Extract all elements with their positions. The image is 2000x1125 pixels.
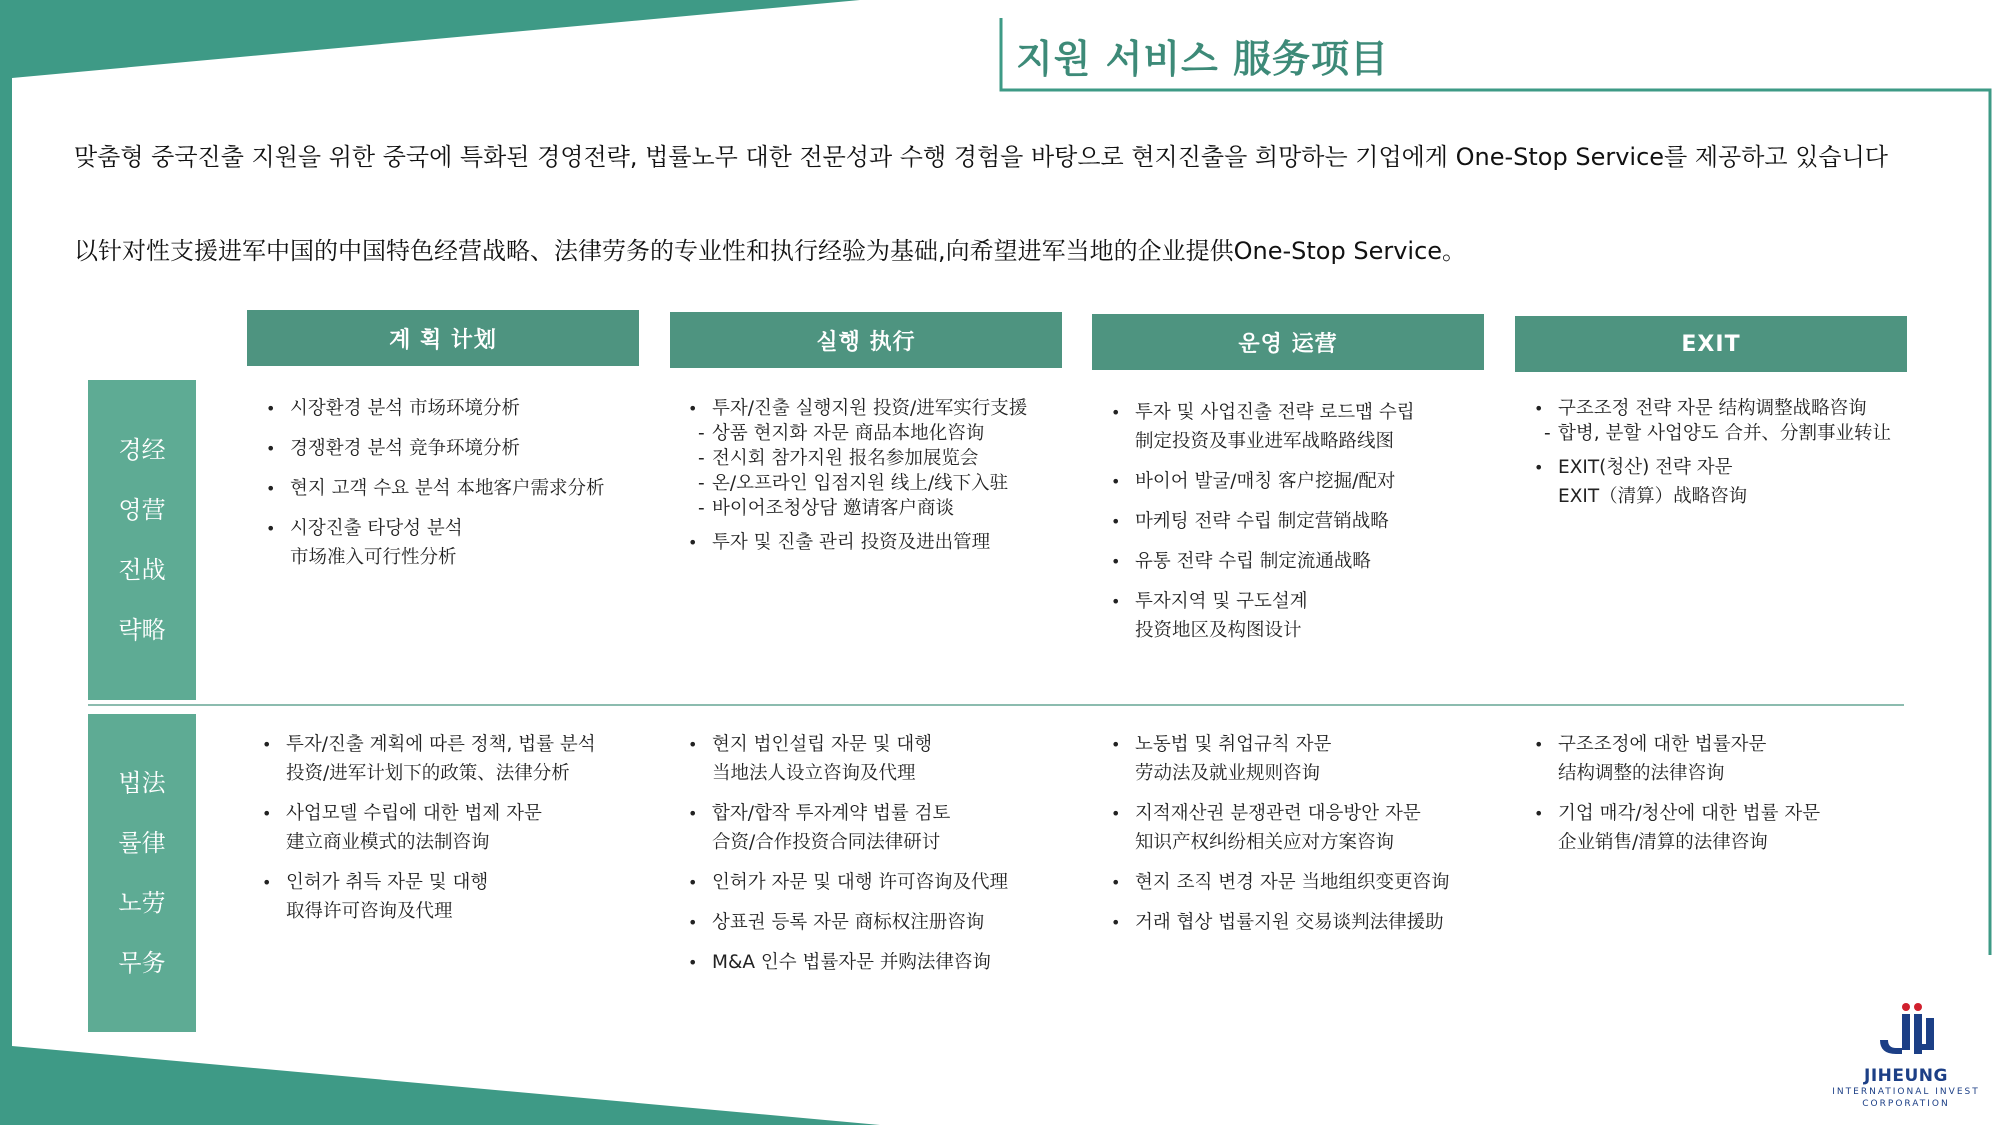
service-item-line: • 현지 고객 수요 분석 本地客户需求分析 bbox=[290, 478, 605, 499]
row-label-management-strategy bbox=[88, 380, 196, 700]
service-item-line: 当地法人设立咨询及代理 bbox=[712, 763, 916, 784]
service-item-line: - 바이어조청상담 邀请客户商谈 bbox=[712, 498, 954, 519]
service-item bbox=[1103, 868, 1503, 897]
service-item bbox=[680, 868, 1080, 897]
row-label-char: 무务 bbox=[118, 949, 166, 977]
service-item-line: • 경쟁환경 분석 竞争环境分析 bbox=[290, 438, 520, 459]
service-item-line: • 인허가 취득 자문 및 대행 bbox=[286, 872, 489, 893]
service-list bbox=[680, 730, 1080, 977]
cell-strategy-exit bbox=[1526, 394, 1926, 522]
service-item-line: 合资/合作投资合同法律研讨 bbox=[712, 832, 941, 853]
cell-legal-operate bbox=[1103, 730, 1503, 948]
service-item-line: 市场准入可行性分析 bbox=[290, 547, 457, 568]
cell-strategy-plan bbox=[258, 394, 658, 583]
service-item bbox=[1103, 908, 1503, 937]
service-item-line: 企业销售/清算的法律咨询 bbox=[1558, 832, 1768, 853]
intro-korean: 맞춤형 중국진출 지원을 위한 중국에 특화된 경영전략, 법률노무 대한 전문성과 수행 경험을 바탕으로 현지진출을 희망하는 기업에게 One-Stop Service를 제공하고 있습니다 bbox=[74, 143, 1888, 171]
service-item-line: - 합병, 분할 사업양도 合并、分割事业转让 bbox=[1558, 423, 1891, 444]
row-label-char: 법法 bbox=[118, 769, 166, 797]
cell-strategy-operate bbox=[1103, 398, 1503, 656]
column-header-execute: 실행 执行 bbox=[670, 312, 1062, 368]
service-item-line: 知识产权纠纷相关应对方案咨询 bbox=[1135, 832, 1395, 853]
service-item bbox=[1526, 453, 1926, 511]
service-item-line: • 인허가 자문 및 대행 许可咨询及代理 bbox=[712, 872, 1008, 893]
service-item-line: • 상표권 등록 자문 商标权注册咨询 bbox=[712, 912, 985, 933]
service-item bbox=[258, 394, 658, 423]
service-item-line: • 투자 및 사업진출 전략 로드맵 수립 bbox=[1135, 402, 1415, 423]
service-item bbox=[1103, 730, 1503, 788]
service-item bbox=[680, 799, 1080, 857]
service-item-line: • 시장환경 분석 市场环境分析 bbox=[290, 398, 520, 419]
service-list bbox=[680, 394, 1080, 557]
service-item-line: - 온/오프라인 입점지원 线上/线下入驻 bbox=[712, 473, 1009, 494]
column-header-operate: 운영 运营 bbox=[1092, 314, 1484, 370]
service-item-line: EXIT（清算）战略咨询 bbox=[1558, 486, 1748, 507]
service-item bbox=[258, 434, 658, 463]
service-item bbox=[1526, 730, 1926, 788]
row-label-char: 경经 bbox=[118, 436, 166, 464]
service-item bbox=[1103, 507, 1503, 536]
service-item-line: • 투자지역 및 구도설계 bbox=[1135, 591, 1308, 612]
row-label-char: 영营 bbox=[118, 496, 166, 524]
service-item bbox=[1103, 398, 1503, 456]
service-item bbox=[258, 514, 658, 572]
service-item-line: • 투자 및 진출 관리 投资及进出管理 bbox=[712, 532, 991, 553]
service-list bbox=[254, 730, 654, 926]
service-item-line: • 지적재산권 분쟁관련 대응방안 자문 bbox=[1135, 803, 1421, 824]
logo-name: JIHEUNG bbox=[1864, 1066, 1948, 1086]
service-item bbox=[680, 908, 1080, 937]
cell-strategy-execute bbox=[680, 394, 1080, 568]
row-divider bbox=[88, 704, 1904, 706]
service-list bbox=[1103, 398, 1503, 645]
service-list bbox=[1103, 730, 1503, 937]
column-header-plan: 계 획 计划 bbox=[247, 310, 639, 366]
service-item-line: • 거래 협상 법률지원 交易谈判法律援助 bbox=[1135, 912, 1444, 933]
service-item-line: • 유통 전략 수립 制定流通战略 bbox=[1135, 551, 1371, 572]
cell-legal-execute bbox=[680, 730, 1080, 988]
service-item-line: • 현지 조직 변경 자문 当地组织变更咨询 bbox=[1135, 872, 1450, 893]
service-item bbox=[1103, 467, 1503, 496]
service-list bbox=[1526, 394, 1926, 511]
row-label-char: 전战 bbox=[118, 556, 166, 584]
row-label-char: 략略 bbox=[118, 616, 166, 644]
service-item-line: • 구조조정에 대한 법률자문 bbox=[1558, 734, 1767, 755]
service-list bbox=[258, 394, 658, 572]
cell-legal-plan bbox=[254, 730, 654, 937]
service-item-line: - 상품 현지화 자문 商品本地化咨询 bbox=[712, 423, 985, 444]
service-item-line: • EXIT(청산) 전략 자문 bbox=[1558, 457, 1733, 478]
service-item bbox=[1103, 547, 1503, 576]
service-subitem bbox=[1526, 419, 1926, 448]
column-header-exit: EXIT bbox=[1515, 316, 1907, 372]
service-item-line: 取得许可咨询及代理 bbox=[286, 901, 453, 922]
service-item bbox=[1103, 587, 1503, 645]
service-item-line: 结构调整的法律咨询 bbox=[1558, 763, 1725, 784]
service-item bbox=[1526, 799, 1926, 857]
service-item-line: 投资/进军计划下的政策、法律分析 bbox=[286, 763, 570, 784]
logo-mark-icon bbox=[1866, 1000, 1946, 1062]
service-item bbox=[258, 474, 658, 503]
service-item-line: • M&A 인수 법률자문 并购法律咨询 bbox=[712, 952, 991, 973]
service-item bbox=[680, 730, 1080, 788]
service-item-line: • 구조조정 전략 자문 结构调整战略咨询 bbox=[1558, 398, 1867, 419]
row-label-char: 률律 bbox=[118, 829, 166, 857]
service-item-line: • 사업모델 수립에 대한 법제 자문 bbox=[286, 803, 542, 824]
service-item-line: • 마케팅 전략 수립 制定营销战略 bbox=[1135, 511, 1389, 532]
service-item-line: 投资地区及构图设计 bbox=[1135, 620, 1302, 641]
service-item-line: • 투자/진출 계획에 따른 정책, 법률 분석 bbox=[286, 734, 596, 755]
page-title: 지원 서비스 服务项目 bbox=[1016, 37, 1389, 81]
service-item-line: • 기업 매각/청산에 대한 법률 자문 bbox=[1558, 803, 1821, 824]
intro-chinese: 以针对性支援进军中国的中国特色经营战略、法律劳务的专业性和执行经验为基础,向希望进军当地的企业提供One-Stop Service。 bbox=[74, 237, 1467, 265]
service-item bbox=[254, 799, 654, 857]
service-item bbox=[254, 730, 654, 788]
service-item-line: • 현지 법인설립 자문 및 대행 bbox=[712, 734, 933, 755]
service-item bbox=[1103, 799, 1503, 857]
service-item-line: 劳动法及就业规则咨询 bbox=[1135, 763, 1321, 784]
service-item-line: • 투자/진출 실행지원 投资/进军实行支援 bbox=[712, 398, 1028, 419]
service-item-line: • 노동법 및 취업규칙 자문 bbox=[1135, 734, 1332, 755]
logo-subtitle: INTERNATIONAL INVEST CORPORATION bbox=[1832, 1087, 1980, 1109]
service-item bbox=[680, 528, 1080, 557]
jiheung-logo bbox=[1826, 1000, 1986, 1115]
cell-legal-exit bbox=[1526, 730, 1926, 868]
service-item bbox=[680, 948, 1080, 977]
service-item bbox=[254, 868, 654, 926]
service-item-line: - 전시회 참가지원 报名参加展览会 bbox=[712, 448, 979, 469]
service-item-line: • 합자/합작 투자계약 법률 검토 bbox=[712, 803, 951, 824]
service-item-line: • 바이어 발굴/매칭 客户挖掘/配对 bbox=[1135, 471, 1396, 492]
service-list bbox=[1526, 730, 1926, 857]
service-item-line: • 시장진출 타당성 분석 bbox=[290, 518, 463, 539]
service-item-line: 建立商业模式的法制咨询 bbox=[286, 832, 490, 853]
row-label-char: 노劳 bbox=[118, 889, 166, 917]
row-label-legal-labor bbox=[88, 714, 196, 1032]
service-item-line: 制定投资及事业进军战略路线图 bbox=[1135, 431, 1395, 452]
service-subitem bbox=[680, 494, 1080, 523]
